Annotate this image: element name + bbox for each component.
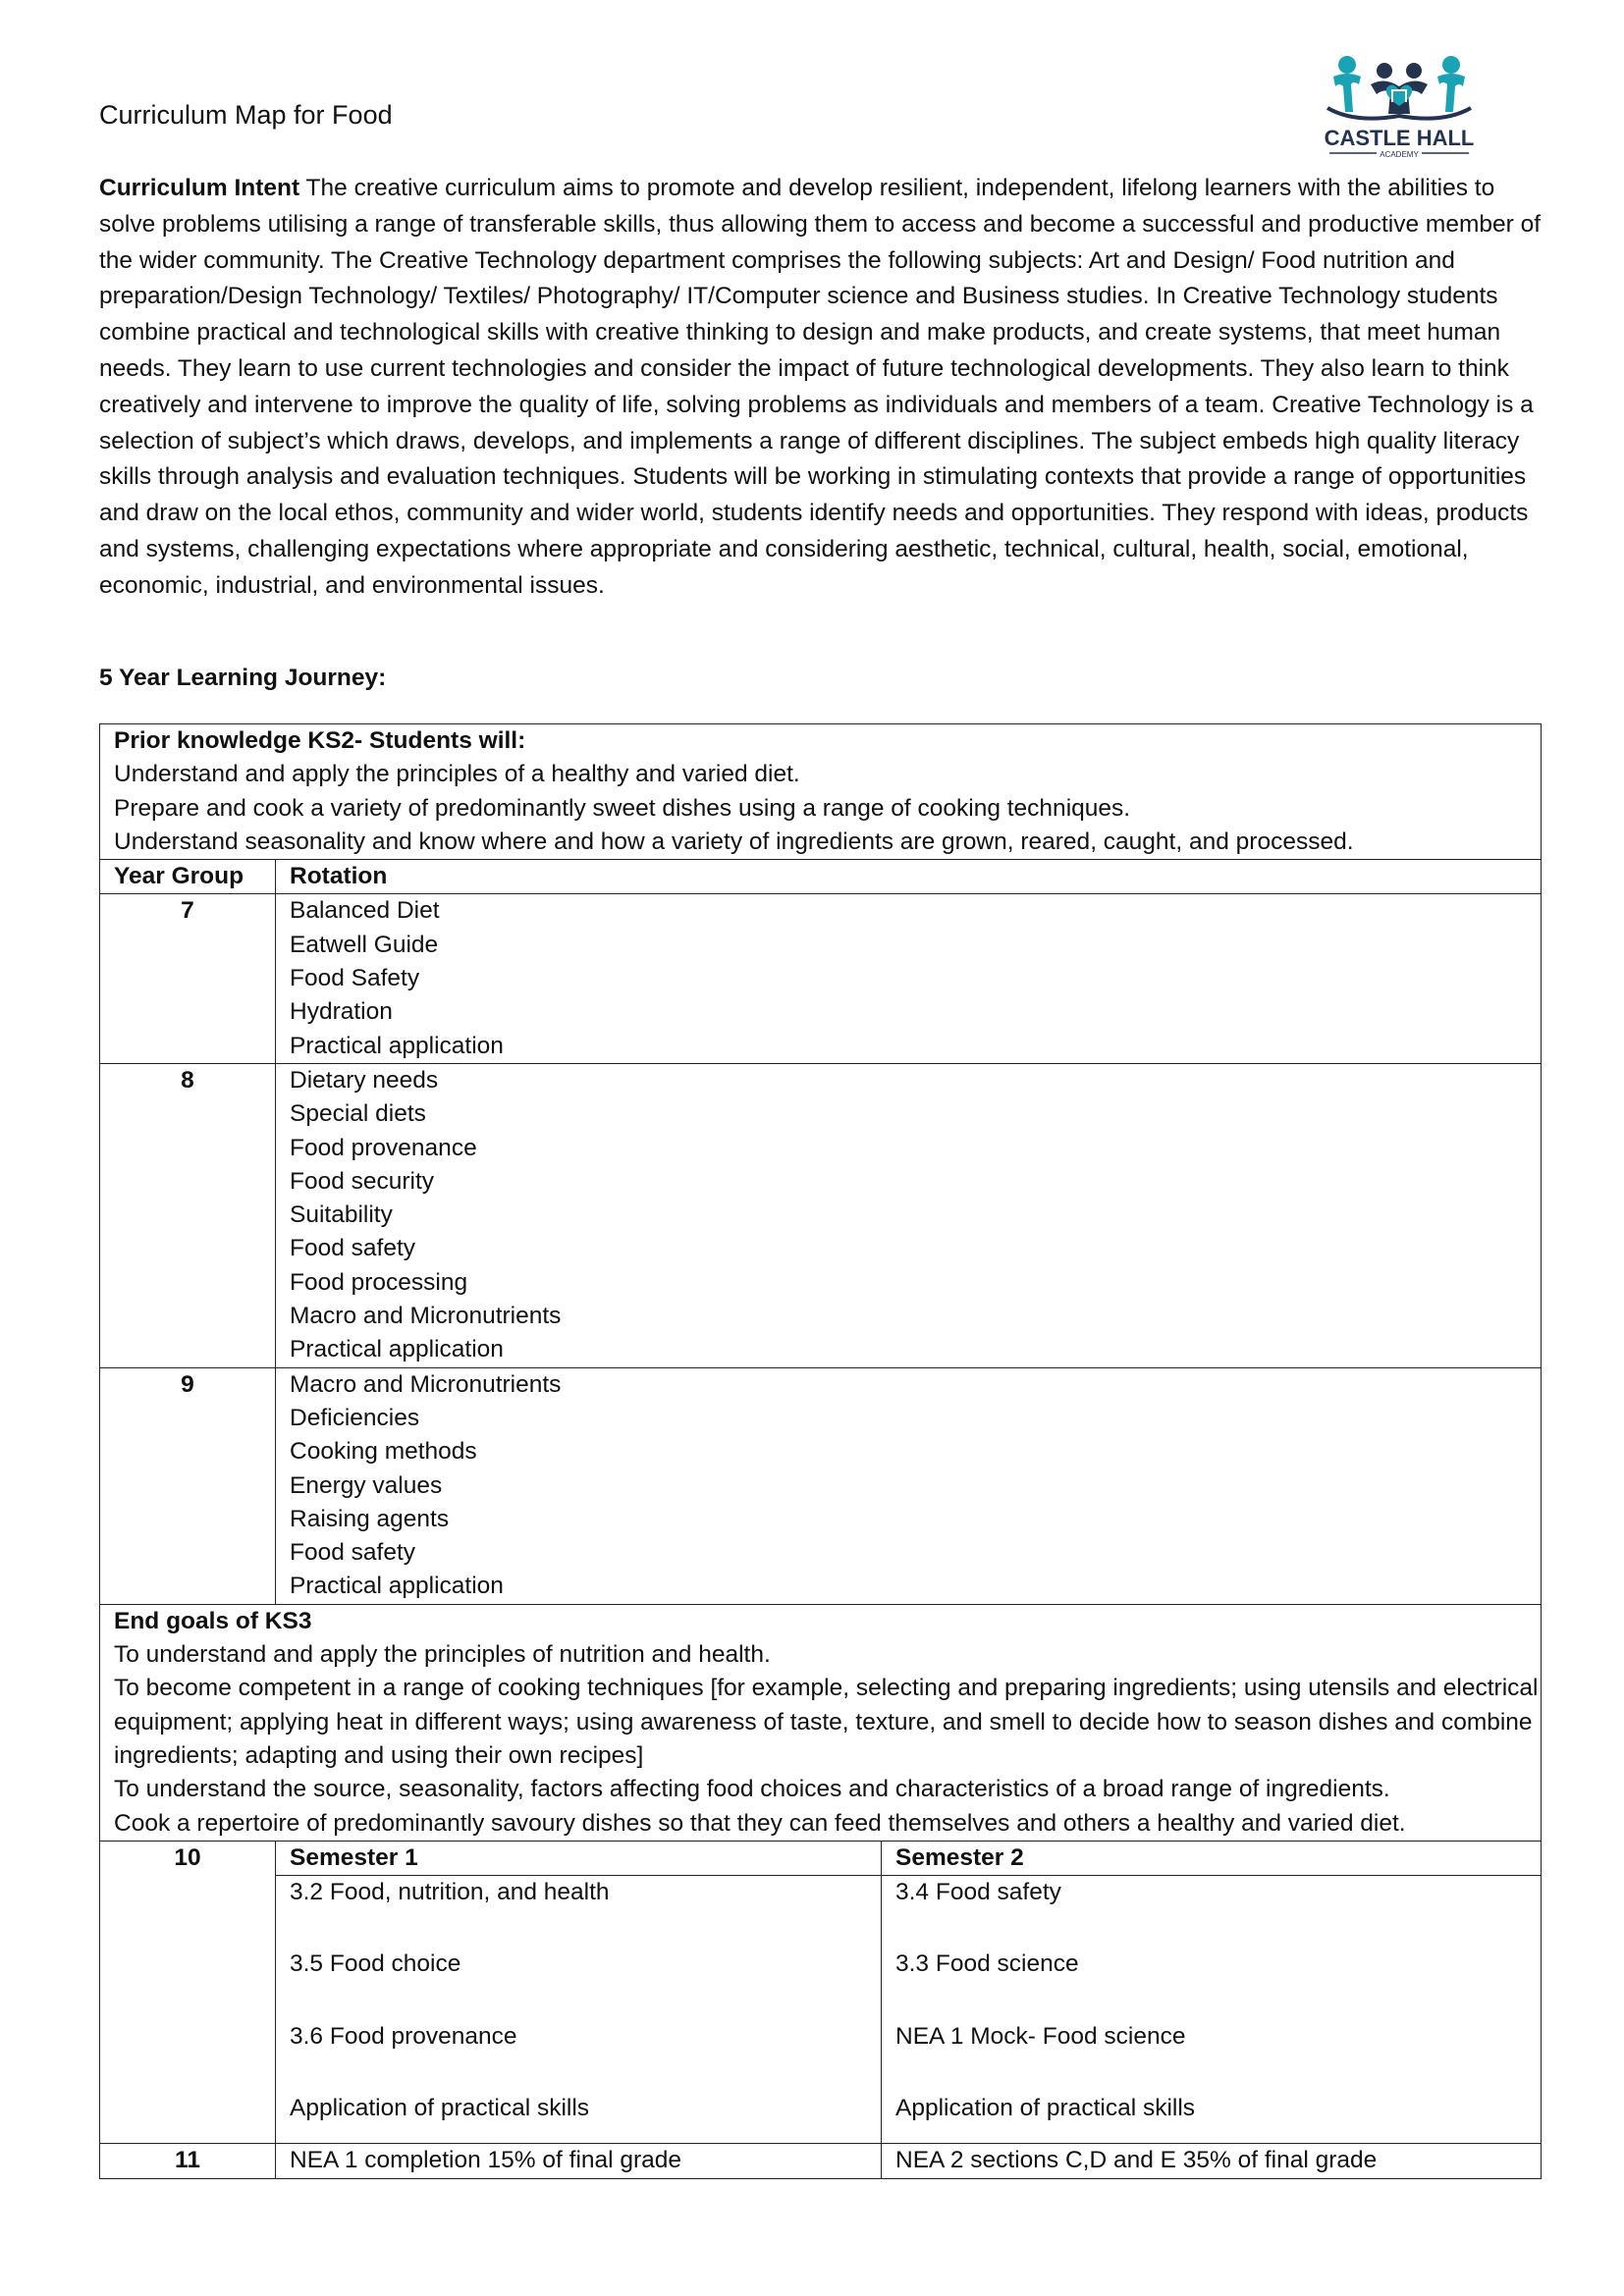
learning-journey-heading: 5 Year Learning Journey: xyxy=(99,665,387,691)
prior-knowledge-cell xyxy=(100,724,1542,860)
topic-item: Food safety xyxy=(290,1235,416,1262)
topic-item: Eatwell Guide xyxy=(290,931,439,958)
semester-2-topics xyxy=(882,1876,1542,2144)
topic-item: Macro and Micronutrients xyxy=(290,1303,562,1330)
intent-body: The creative curriculum aims to promote and develop resilient, independent, lifelong learners with the abilities to solve problems utilising a range of transferable skills, thus allowing them to access and become a successful and productive member of the wider community. The Creative Technology department comprises the following subjects: Art and Design/ Food nutrition and preparation/Design Technology/ Textiles/ Photography/ IT/Computer science and Business studies. In Creative Technology students combine practical and technological skills with creative thinking to design and make products, and create systems, that meet human needs. They learn to use current technologies and consider the impact of future technological developments. They also learn to think creatively and intervene to improve the quality of life, solving problems as individuals and members of a team. Creative Technology is a selection of subject’s which draws, develops, and implements a range of different disciplines. The subject embeds high quality literacy skills through analysis and evaluation techniques. Students will be working in stimulating contexts that provide a range of opportunities and draw on the local ethos, community and wider world, students identify needs and opportunities. They respond with ideas, products and systems, challenging expectations where appropriate and considering aesthetic, technical, cultural, health, social, emotional, economic, industrial, and environmental issues. xyxy=(99,175,1542,599)
topic-item: Deficiencies xyxy=(290,1404,420,1431)
header-row xyxy=(100,860,1542,894)
year-group-header: Year Group xyxy=(100,860,276,894)
topic-item: Special diets xyxy=(290,1100,426,1128)
topic-item: Dietary needs xyxy=(290,1066,439,1094)
year-8-label: 8 xyxy=(100,1063,276,1367)
prior-line: Understand and apply the principles of a healthy and varied diet. xyxy=(114,761,800,788)
castle-hall-logo xyxy=(1316,51,1483,171)
intent-label: Curriculum Intent xyxy=(99,175,300,201)
topic-item: Balanced Diet xyxy=(290,897,440,925)
year-7-row xyxy=(100,894,1542,1063)
semester-1-item: 3.5 Food choice xyxy=(290,1950,461,1978)
topic-item: Practical application xyxy=(290,1573,504,1600)
semester-1-topics xyxy=(276,1876,882,2144)
topic-item: Practical application xyxy=(290,1032,504,1059)
year-11-semester-2: NEA 2 sections C,D and E 35% of final grade xyxy=(882,2144,1542,2178)
year-7-label: 7 xyxy=(100,894,276,1063)
year-9-label: 9 xyxy=(100,1367,276,1604)
topic-item: Food security xyxy=(290,1167,435,1195)
end-goals-cell xyxy=(100,1604,1542,1841)
topic-item: Energy values xyxy=(290,1471,443,1499)
year-9-row xyxy=(100,1367,1542,1604)
year-11-row xyxy=(100,2144,1542,2178)
semester-1-item: 3.6 Food provenance xyxy=(290,2022,517,2050)
end-goal-line: Cook a repertoire of predominantly savoury dishes so that they can feed themselves and others a healthy and varied diet. xyxy=(114,1809,1406,1837)
year-10-content-row xyxy=(100,1876,1542,2144)
prior-line: Understand seasonality and know where and how a variety of ingredients are grown, reared, caught, and processed. xyxy=(114,828,1354,855)
logo-text: CASTLE HALL xyxy=(1324,126,1475,150)
topic-item: Cooking methods xyxy=(290,1438,477,1466)
semester-1-header: Semester 1 xyxy=(276,1841,882,1875)
year-10-label: 10 xyxy=(100,1841,276,2143)
end-goals-row xyxy=(100,1604,1542,1841)
semester-2-item: 3.3 Food science xyxy=(895,1950,1079,1978)
semester-1-item: Application of practical skills xyxy=(290,2094,590,2121)
topic-item: Food processing xyxy=(290,1268,468,1296)
semester-2-item: Application of practical skills xyxy=(895,2094,1196,2121)
topic-item: Food Safety xyxy=(290,965,420,992)
semester-1-item: 3.2 Food, nutrition, and health xyxy=(290,1879,610,1906)
end-goal-line: To understand the source, seasonality, factors affecting food choices and characteristics of a broad range of ingredients. xyxy=(114,1776,1390,1803)
semester-2-item: 3.4 Food safety xyxy=(895,1879,1061,1906)
topic-item: Macro and Micronutrients xyxy=(290,1370,562,1398)
topic-item: Hydration xyxy=(290,998,393,1026)
topic-item: Practical application xyxy=(290,1336,504,1363)
end-goal-line: To become competent in a range of cooking techniques [for example, selecting and preparing ingredients; using utensils and electrical equipment; applying heat in different ways; using awareness of taste, texture, and smell to decide how to season dishes and combine ingredients; adapting and using their own recipes] xyxy=(114,1675,1539,1769)
semester-2-item: NEA 1 Mock- Food science xyxy=(895,2022,1186,2050)
end-goal-line: To understand and apply the principles of nutrition and health. xyxy=(114,1641,771,1669)
year-11-semester-1: NEA 1 completion 15% of final grade xyxy=(276,2144,882,2178)
page-title: Curriculum Map for Food xyxy=(99,100,393,130)
year-8-topics xyxy=(276,1063,1542,1367)
logo-subtext: ACADEMY xyxy=(1380,150,1419,159)
year-7-topics xyxy=(276,894,1542,1063)
semester-2-header: Semester 2 xyxy=(882,1841,1542,1875)
topic-item: Suitability xyxy=(290,1201,393,1229)
prior-knowledge-row xyxy=(100,724,1542,860)
year-9-topics xyxy=(276,1367,1542,1604)
year-11-label: 11 xyxy=(100,2144,276,2178)
curriculum-table xyxy=(99,723,1542,2179)
topic-item: Food safety xyxy=(290,1539,416,1567)
prior-line: Prepare and cook a variety of predominantly sweet dishes using a range of cooking techniques. xyxy=(114,794,1131,822)
rotation-header: Rotation xyxy=(276,860,1542,894)
end-goals-heading: End goals of KS3 xyxy=(114,1607,312,1634)
year-8-row xyxy=(100,1063,1542,1367)
prior-knowledge-heading: Prior knowledge KS2- Students will: xyxy=(114,727,526,754)
year-10-header-row xyxy=(100,1841,1542,1875)
topic-item: Food provenance xyxy=(290,1134,477,1161)
topic-item: Raising agents xyxy=(290,1505,450,1532)
people-icon xyxy=(1327,56,1471,119)
curriculum-intent xyxy=(99,171,1543,605)
